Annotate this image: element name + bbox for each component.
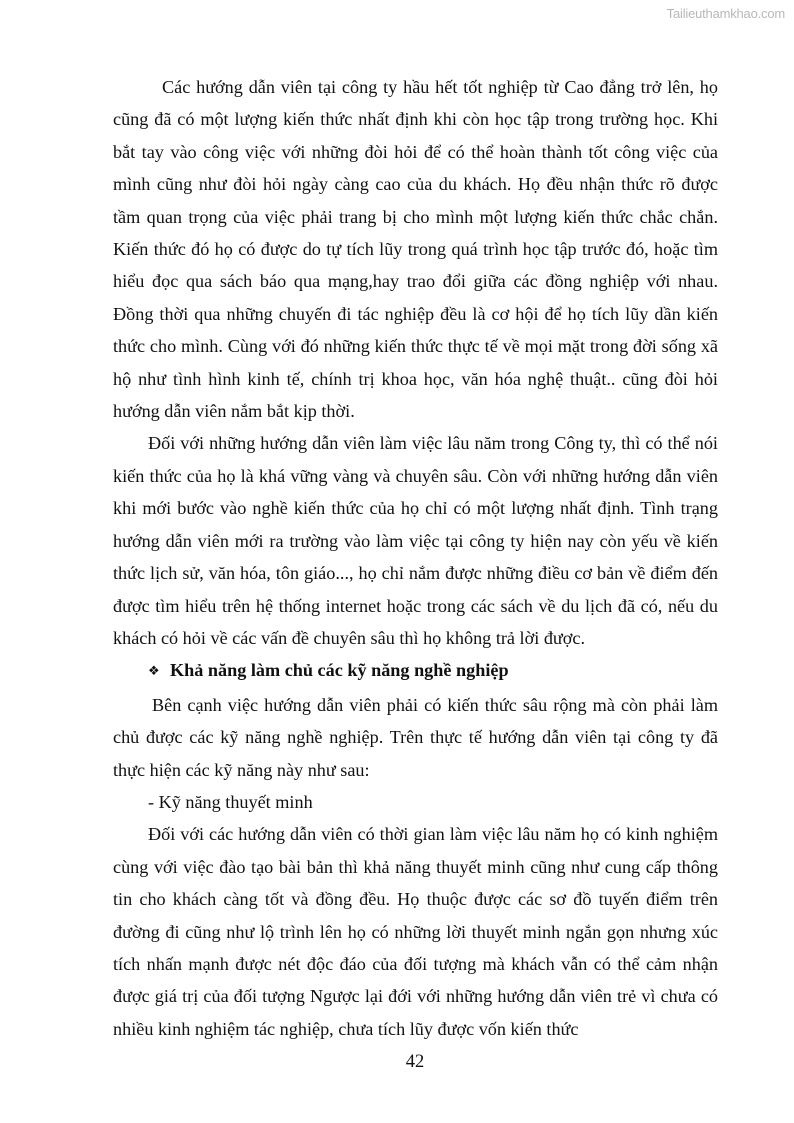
list-item-narration-skill: - Kỹ năng thuyết minh — [148, 791, 313, 812]
section-heading — [113, 654, 718, 688]
page-number: 42 — [405, 1052, 425, 1072]
diamond-bullet-icon: ❖ — [148, 664, 160, 680]
page-body — [113, 71, 718, 1045]
section-heading-text: Khả năng làm chủ các kỹ năng nghề nghiệp — [170, 660, 509, 681]
paragraph-narration-skill: Đối với các hướng dẫn viên có thời gian làm việc lâu năm họ có kinh nghiệm cùng với việc đào tạo bài bản thì khả năng thuyết minh cũng như cung cấp thông tin cho khách càng tốt và đồng đều. Họ thuộc được các sơ đồ tuyến điểm trên đường đi cũng như lộ trình lên họ có những lời thuyết minh ngắn gọn nhưng xúc tích nhấn mạnh được nét độc đáo của đối tượng mà khách vẫn có thể cảm nhận được giá trị của đối tượng Ngược lại đới với những hướng dẫn viên trẻ vì chưa có nhiều kinh nghiệm tác nghiệp, chưa tích lũy được vốn kiến thức — [113, 824, 718, 1039]
paragraph-skills-intro: Bên cạnh việc hướng dẫn viên phải có kiến thức sâu rộng mà còn phải làm chủ được các kỹ năng nghề nghiệp. Trên thực tế hướng dẫn viên tại công ty đã thực hiện các kỹ năng này như sau: — [113, 694, 718, 780]
watermark: Tailieuthamkhao.com — [666, 6, 785, 21]
paragraph-knowledge-experience: Đối với những hướng dẫn viên làm việc lâu năm trong Công ty, thì có thể nói kiến thức của họ là khá vững vàng và chuyên sâu. Còn với những hướng dẫn viên khi mới bước vào nghề kiến thức của họ chỉ có một lượng nhất định. Tình trạng hướng dẫn viên mới ra trường vào làm việc tại công ty hiện nay còn yếu về kiến thức lịch sử, văn hóa, tôn giáo..., họ chỉ nắm được những điều cơ bản về điểm đến được tìm hiểu trên hệ thống internet hoặc trong các sách về du lịch đã có, nếu du khách có hỏi về các vấn đề chuyên sâu thì họ không trả lời được. — [113, 433, 718, 648]
paragraph-knowledge-intro: Các hướng dẫn viên tại công ty hầu hết tốt nghiệp từ Cao đẳng trở lên, họ cũng đã có một lượng kiến thức nhất định khi còn học tập trong trường học. Khi bắt tay vào công việc với những đòi hỏi để có thể hoàn thành tốt công việc của mình cũng như đòi hỏi ngày càng cao của du khách. Họ đều nhận thức rõ được tầm quan trọng của việc phải trang bị cho mình một lượng kiến thức chắc chắn. Kiến thức đó họ có được do tự tích lũy trong quá trình học tập trước đó, hoặc tìm hiểu đọc qua sách báo qua mạng,hay trao đổi giữa các đồng nghiệp với nhau. Đồng thời qua những chuyến đi tác nghiệp đều là cơ hội để họ tích lũy dần kiến thức cho mình. Cùng với đó những kiến thức thực tế về mọi mặt trong đời sống xã hộ như tình hình kinh tế, chính trị khoa học, văn hóa nghệ thuật.. cũng đòi hỏi hướng dẫn viên nắm bắt kịp thời. — [113, 77, 718, 422]
